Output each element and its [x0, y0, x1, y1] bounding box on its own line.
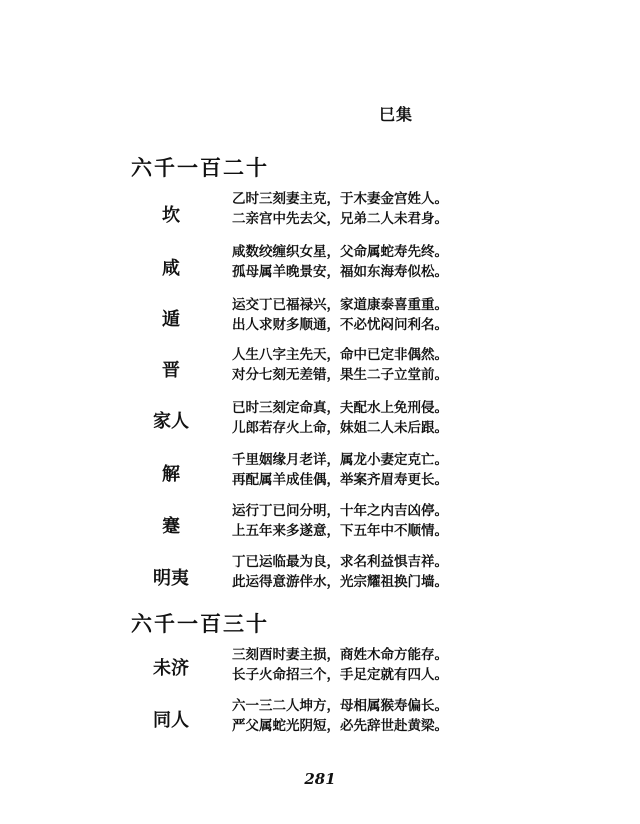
verse-line: 此运得意游伴水，光宗耀祖换门墙。	[232, 574, 448, 590]
verse-line: 千里姻缘月老详，属龙小妻定克亡。	[232, 452, 448, 468]
page-number: 281	[304, 770, 336, 788]
verse	[232, 552, 462, 592]
section-heading: 六千一百二十	[131, 155, 269, 180]
verse	[232, 345, 462, 385]
entry-name: 解	[162, 464, 180, 485]
verse	[232, 295, 462, 335]
section-heading: 六千一百三十	[131, 611, 269, 636]
verse-line: 出人求财多顺通，不必忧闷问利名。	[232, 317, 448, 333]
verse-line: 运交丁已福禄兴，家道康泰喜重重。	[232, 297, 448, 313]
verse-line: 已时三刻定命真，夫配水上免刑侵。	[232, 400, 448, 416]
verse-line: 三刻酉时妻主损，商姓木命方能存。	[232, 647, 448, 663]
entry-name: 家人	[153, 411, 189, 432]
verse	[232, 450, 462, 490]
verse-line: 儿郎若存火上命，妹姐二人未后跟。	[232, 420, 448, 436]
entry-name: 同人	[153, 710, 189, 731]
verse	[232, 696, 462, 736]
verse-line: 咸数绞缠织女星，父命属蛇寿先终。	[232, 244, 448, 260]
verse	[232, 398, 462, 438]
entry-name: 明夷	[153, 568, 189, 589]
verse	[232, 645, 462, 685]
verse-line: 六一三二人坤方，母相属猴寿偏长。	[232, 698, 448, 714]
verse-line: 长子火命招三个，手足定就有四人。	[232, 667, 448, 683]
verse-line: 严父属蛇光阴短，必先辞世赴黄梁。	[232, 718, 448, 734]
verse-line: 孤母属羊晚景安，福如东海寿似松。	[232, 264, 448, 280]
verse-line: 再配属羊成佳偶，举案齐眉寿更长。	[232, 472, 448, 488]
entry-name: 未济	[153, 658, 189, 679]
verse-line: 乙时三刻妻主克，于木妻金宫姓人。	[232, 191, 448, 207]
entry-name: 蹇	[162, 516, 180, 537]
verse-line: 运行丁已问分明，十年之内吉凶停。	[232, 503, 448, 519]
entry-name: 遁	[162, 309, 180, 330]
entry-name: 咸	[162, 258, 180, 279]
verse-line: 二亲宫中先去父，兄弟二人未君身。	[232, 211, 448, 227]
verse	[232, 242, 462, 282]
entry-name: 坎	[162, 205, 180, 226]
verse	[232, 501, 462, 541]
entry-name: 晋	[162, 360, 180, 381]
verse-line: 人生八字主先天，命中已定非偶然。	[232, 347, 448, 363]
verse-line: 上五年来多遂意，下五年中不顺情。	[232, 523, 448, 539]
running-head: 巳集	[379, 105, 414, 124]
verse	[232, 189, 462, 229]
verse-line: 对分七刻无差错，果生二子立堂前。	[232, 367, 448, 383]
verse-line: 丁已运临最为良，求名利益惧吉祥。	[232, 554, 448, 570]
